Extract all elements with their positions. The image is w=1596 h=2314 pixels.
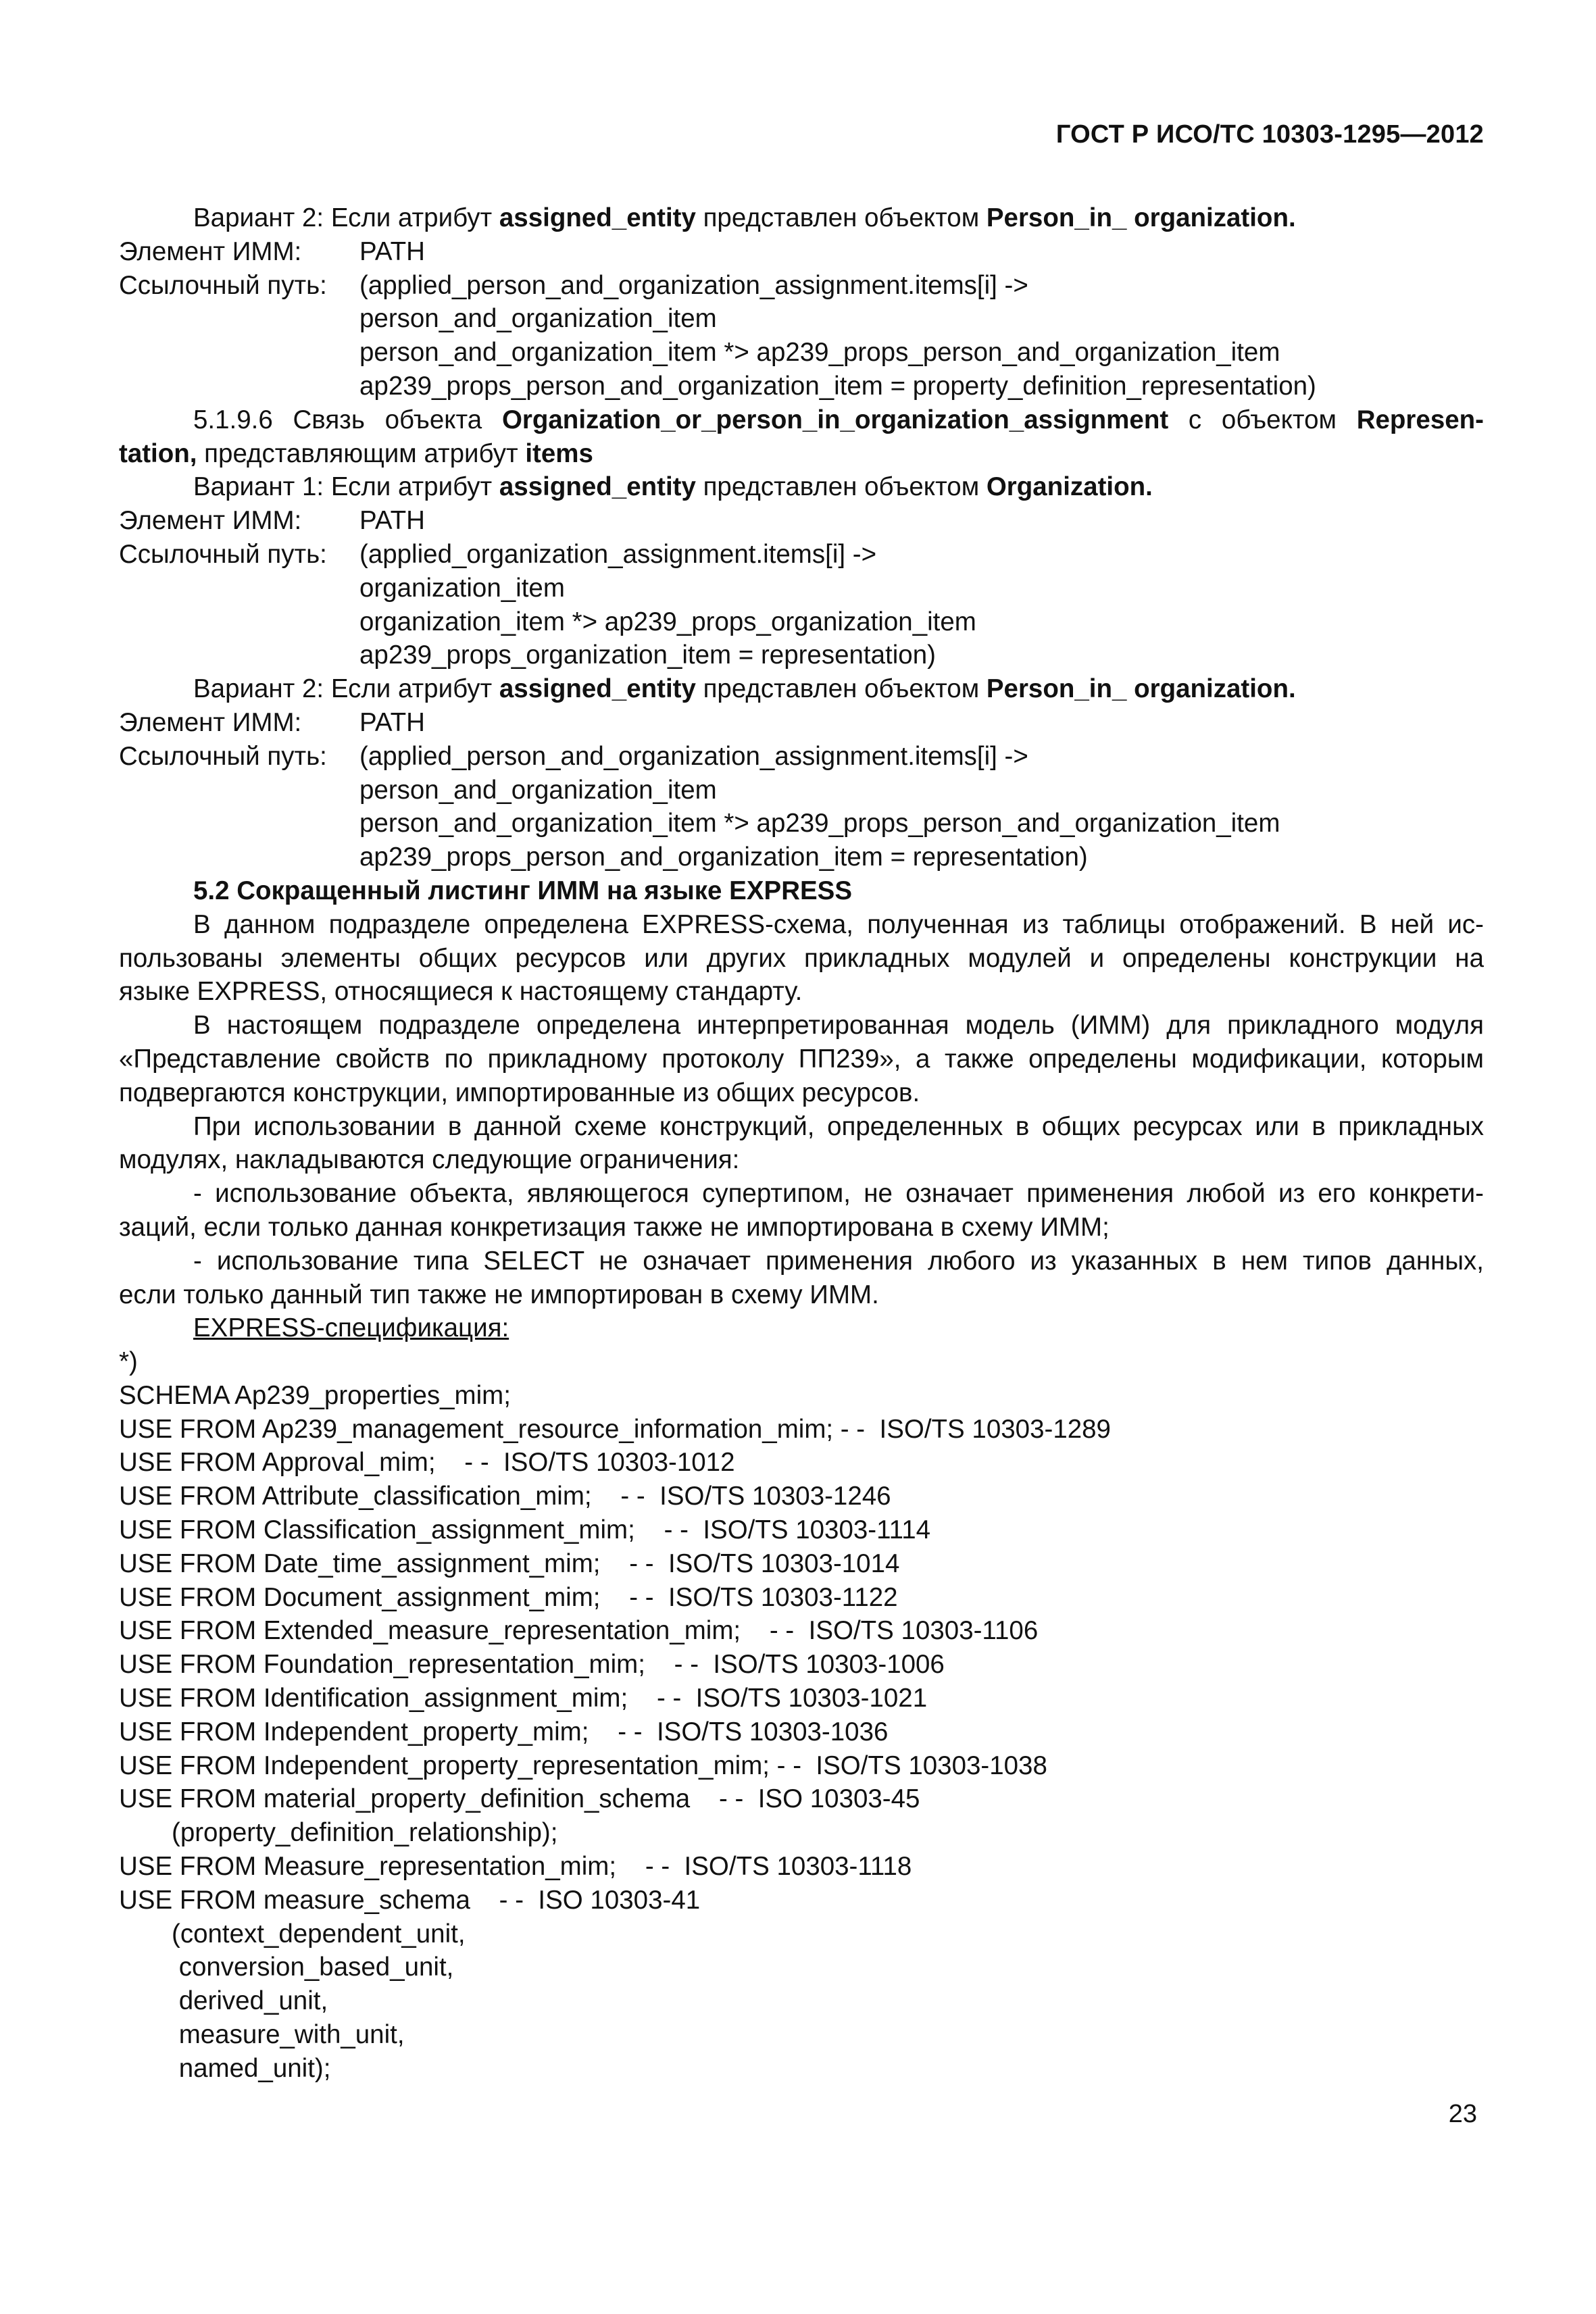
express-line: USE FROM Foundation_representation_mim; - - ISO/TS 10303-1006 bbox=[119, 1650, 945, 1680]
document-code-header: ГОСТ Р ИСО/ТС 10303-1295—2012 bbox=[1055, 120, 1484, 149]
reference-path-line: person_and_organization_item *> ap239_props_person_and_organization_item bbox=[359, 809, 1280, 838]
reference-path-line: ap239_props_person_and_organization_item = property_definition_representation) bbox=[359, 371, 1316, 401]
reference-path-line: organization_item *> ap239_props_organization_item bbox=[359, 607, 976, 636]
express-line: USE FROM Classification_assignment_mim; - - ISO/TS 10303-1114 bbox=[119, 1515, 931, 1545]
paragraph-line: В настоящем подразделе определена интерпретированная модель (ИММ) для прикладного модуля bbox=[193, 1011, 1484, 1040]
paragraph-line: В данном подразделе определена EXPRESS-схема, полученная из таблицы отображений. В ней ис- bbox=[193, 909, 1484, 939]
paragraph-line: пользованы элементы общих ресурсов или других прикладных модулей и определены конструкции на bbox=[119, 943, 1484, 973]
variant-heading: Вариант 2: Если атрибут assigned_entity представлен объектом Person_in_ organization. bbox=[193, 674, 1296, 704]
express-line: USE FROM Document_assignment_mim; - - ISO/TS 10303-1122 bbox=[119, 1582, 898, 1612]
paragraph-line: При использовании в данной схеме конструкций, определенных в общих ресурсах или в прикладных bbox=[193, 1111, 1484, 1141]
paragraph-line: - использование объекта, являющегося супертипом, не означает применения любой из его конкрети- bbox=[193, 1179, 1484, 1209]
express-line: USE FROM Attribute_classification_mim; - - ISO/TS 10303-1246 bbox=[119, 1482, 891, 1511]
mim-element-row: Элемент ИММ: PATH bbox=[119, 707, 425, 737]
reference-path-line: ap239_props_person_and_organization_item = representation) bbox=[359, 842, 1088, 872]
express-line: measure_with_unit, bbox=[172, 2020, 405, 2050]
section-5196-heading-line1: 5.1.9.6 Связь объекта Organization_or_person_in_organization_assignment с объектом Represen- bbox=[193, 405, 1484, 434]
express-line: (context_dependent_unit, bbox=[172, 1919, 466, 1948]
reference-path-line: organization_item bbox=[359, 573, 565, 603]
express-line: USE FROM Independent_property_representation_mim; - - ISO/TS 10303-1038 bbox=[119, 1751, 1047, 1780]
reference-path-line: person_and_organization_item bbox=[359, 775, 717, 805]
mim-element-row: Элемент ИММ: PATH bbox=[119, 236, 425, 266]
paragraph-line: заций, если только данная конкретизация также не импортирована в схему ИММ; bbox=[119, 1212, 1109, 1242]
section-52-heading: 5.2 Сокращенный листинг ИММ на языке EXPRESS bbox=[193, 876, 853, 905]
express-line: conversion_based_unit, bbox=[172, 1953, 454, 1982]
express-spec-label: EXPRESS-спецификация: bbox=[193, 1313, 509, 1343]
paragraph-line: языке EXPRESS, относящиеся к настоящему стандарту. bbox=[119, 977, 803, 1007]
express-line: USE FROM Measure_representation_mim; - - ISO/TS 10303-1118 bbox=[119, 1852, 912, 1882]
reference-path-row: Ссылочный путь: (applied_person_and_organization_assignment.items[i] -> bbox=[119, 270, 1028, 300]
reference-path-line: person_and_organization_item bbox=[359, 304, 717, 334]
express-line: USE FROM Approval_mim; - - ISO/TS 10303-1012 bbox=[119, 1448, 735, 1478]
variant-heading: Вариант 2: Если атрибут assigned_entity представлен объектом Person_in_ organization. bbox=[193, 203, 1296, 232]
page-number: 23 bbox=[1448, 2100, 1477, 2128]
reference-path-line: ap239_props_organization_item = representation) bbox=[359, 640, 936, 670]
express-line: SCHEMA Ap239_properties_mim; bbox=[119, 1380, 511, 1410]
express-line: USE FROM Independent_property_mim; - - ISO/TS 10303-1036 bbox=[119, 1717, 889, 1746]
reference-path-row: Ссылочный путь: (applied_organization_assignment.items[i] -> bbox=[119, 539, 877, 569]
paragraph-line: если только данный тип также не импортирован в схему ИММ. bbox=[119, 1280, 879, 1309]
paragraph-line: подвергаются конструкции, импортированные из общих ресурсов. bbox=[119, 1078, 920, 1107]
express-line: USE FROM material_property_definition_schema - - ISO 10303-45 bbox=[119, 1784, 920, 1814]
variant-heading: Вариант 1: Если атрибут assigned_entity представлен объектом Organization. bbox=[193, 472, 1153, 502]
express-line: USE FROM Identification_assignment_mim; - - ISO/TS 10303-1021 bbox=[119, 1684, 928, 1713]
express-line: *) bbox=[119, 1347, 138, 1377]
express-line: USE FROM Date_time_assignment_mim; - - ISO/TS 10303-1014 bbox=[119, 1549, 900, 1578]
page-content bbox=[119, 201, 1484, 2086]
paragraph-line: модулях, накладываются следующие ограничения: bbox=[119, 1145, 740, 1175]
express-line: USE FROM measure_schema - - ISO 10303-41 bbox=[119, 1885, 701, 1915]
paragraph-line: - использование типа SELECT не означает применения любого из указанных в нем типов данных, bbox=[193, 1246, 1484, 1276]
reference-path-line: person_and_organization_item *> ap239_props_person_and_organization_item bbox=[359, 338, 1280, 368]
mim-element-row: Элемент ИММ: PATH bbox=[119, 506, 425, 536]
express-line: USE FROM Ap239_management_resource_information_mim; - - ISO/TS 10303-1289 bbox=[119, 1414, 1111, 1444]
express-line: USE FROM Extended_measure_representation_mim; - - ISO/TS 10303-1106 bbox=[119, 1616, 1039, 1646]
section-5196-heading-line2: tation, представляющим атрибут items bbox=[119, 438, 593, 468]
express-line: derived_unit, bbox=[172, 1986, 328, 2016]
express-line: (property_definition_relationship); bbox=[172, 1818, 558, 1848]
paragraph-line: «Представление свойств по прикладному протоколу ПП239», а также определены модификации, которым bbox=[119, 1044, 1484, 1074]
reference-path-row: Ссылочный путь: (applied_person_and_organization_assignment.items[i] -> bbox=[119, 741, 1028, 771]
express-line: named_unit); bbox=[172, 2053, 331, 2083]
